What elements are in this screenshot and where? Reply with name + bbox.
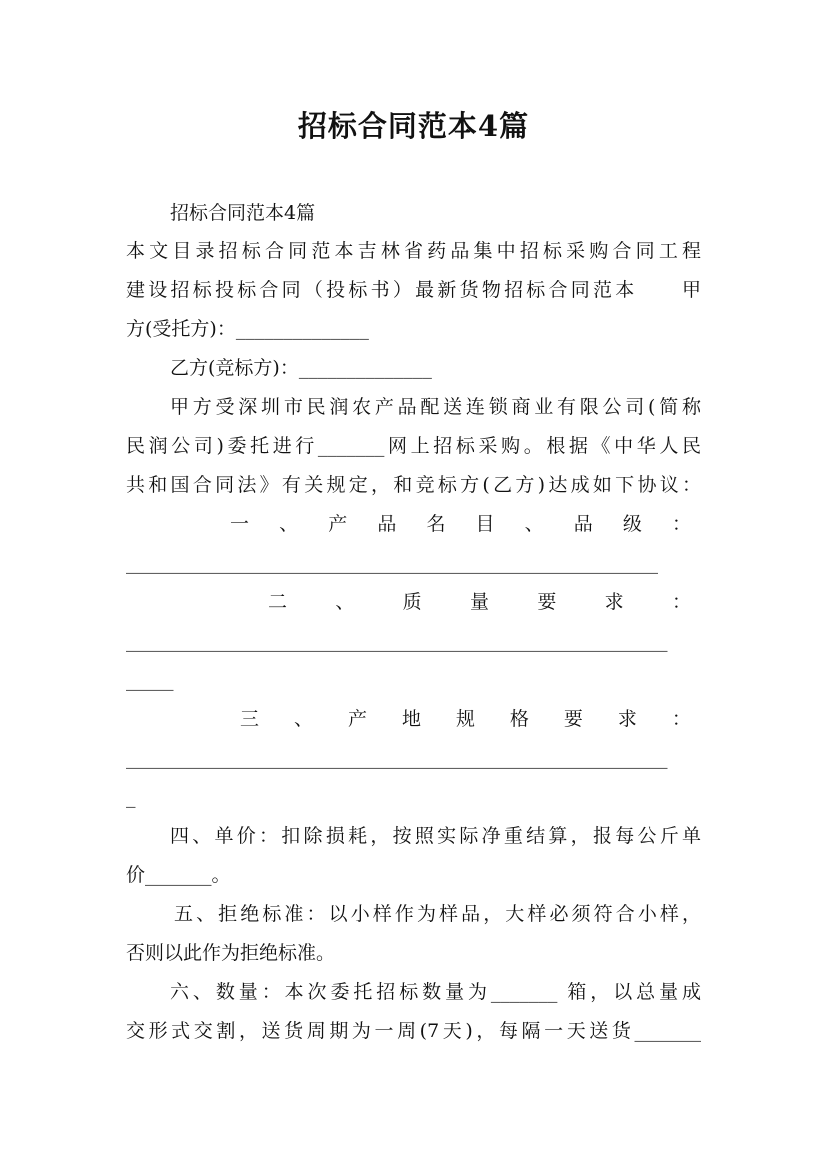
item-1-char: 品 (573, 513, 593, 535)
party-b-line: 乙方(竞标方)：______________ (170, 357, 432, 379)
item-2-char: 求 (604, 591, 624, 613)
item-2-char: 、 (335, 591, 355, 613)
item-2-blank-continued: _____ (126, 669, 174, 691)
item-3-char: 求 (617, 708, 637, 730)
toc-line-2: 建设招标投标合同（投标书）最新货物招标合同范本 甲 (126, 279, 701, 301)
item-6-line-1: 六、数量：本次委托招标数量为_______ 箱，以总量成 (170, 981, 701, 1003)
item-1-char: 一 (230, 513, 250, 535)
item-1-char: 产 (328, 513, 348, 535)
item-3-char: 、 (293, 708, 313, 730)
item-4-line-1: 四、单价：扣除损耗，按照实际净重结算，报每公斤单 (170, 825, 701, 847)
item-2-char: 要 (537, 591, 557, 613)
item-3-char: 规 (455, 708, 475, 730)
item-2-char: ： (671, 591, 691, 613)
item-3-char: 地 (401, 708, 421, 730)
item-2-blank: _________________________________________________________ (126, 630, 668, 652)
item-2-char: 质 (402, 591, 422, 613)
item-2-char: 二 (268, 591, 288, 613)
item-2-char: 量 (469, 591, 489, 613)
item-3-blank: _________________________________________________________ (126, 747, 668, 769)
item-6-line-2: 交形式交割，送货周期为一周(7天)，每隔一天送货_______ (126, 1020, 701, 1042)
item-1-char: 级 (622, 513, 642, 535)
item-4-line-2: 价_______。 (126, 864, 231, 886)
item-5-line-2: 否则以此作为拒绝标准。 (126, 942, 336, 964)
item-3-char: 三 (240, 708, 260, 730)
item-1-char: ： (671, 513, 691, 535)
item-2-heading (268, 589, 691, 615)
item-5-line-1: 五、拒绝标准：以小样作为样品，大样必须符合小样， (174, 903, 701, 925)
item-1-char: 目 (475, 513, 495, 535)
item-1-blank: ________________________________________________________ (126, 552, 658, 574)
para-1-line-3: 共和国合同法》有关规定，和竞标方(乙方)达成如下协议： (126, 474, 701, 496)
item-1-heading (230, 511, 691, 537)
document-title: 招标合同范本4篇 (297, 109, 530, 143)
item-3-heading (240, 706, 691, 732)
party-a-line: 方(受托方)：______________ (126, 318, 369, 340)
item-3-char: 要 (563, 708, 583, 730)
para-1-line-2: 民润公司)委托进行_______网上招标采购。根据《中华人民 (126, 435, 701, 457)
item-3-char: 格 (509, 708, 529, 730)
item-1-char: 名 (426, 513, 446, 535)
item-1-char: 、 (524, 513, 544, 535)
subtitle-line: 招标合同范本4篇 (170, 202, 316, 224)
toc-line-1: 本文目录招标合同范本吉林省药品集中招标采购合同工程 (126, 240, 701, 262)
para-1-line-1: 甲方受深圳市民润农产品配送连锁商业有限公司(简称 (170, 396, 701, 418)
item-1-char: 、 (279, 513, 299, 535)
item-3-char: 产 (347, 708, 367, 730)
item-3-char: ： (671, 708, 691, 730)
item-1-char: 品 (377, 513, 397, 535)
item-3-blank-continued: _ (126, 786, 136, 808)
